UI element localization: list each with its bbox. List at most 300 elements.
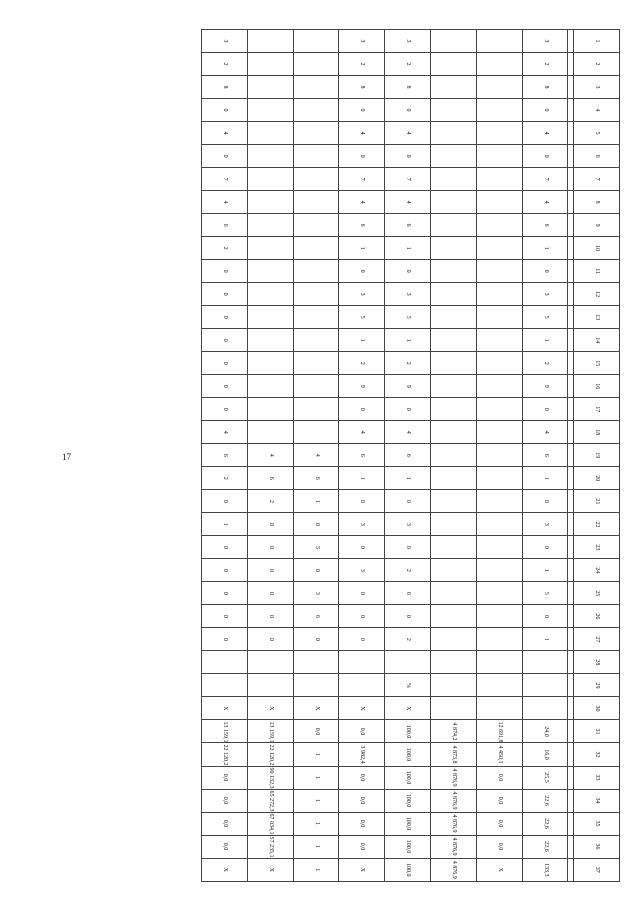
code-digit	[293, 76, 339, 99]
year-value-cell: 16,0	[522, 743, 568, 766]
code-digit: 2	[385, 53, 431, 76]
code-digit	[431, 168, 477, 191]
code-digit: 0	[522, 398, 568, 421]
code-digit	[476, 145, 522, 168]
year-value-cell	[568, 720, 574, 743]
column-number: 7	[574, 168, 620, 191]
code-digit	[247, 53, 293, 76]
code-digit: 0	[339, 398, 385, 421]
code-digit	[431, 352, 477, 375]
code-digit: 0	[339, 490, 385, 513]
code-digit	[431, 398, 477, 421]
code-digit	[568, 329, 574, 352]
year-value-cell: 22,6	[522, 789, 568, 812]
code-digit: 0	[522, 605, 568, 628]
code-digit	[476, 513, 522, 536]
indicator-name	[202, 651, 248, 674]
code-digit	[431, 306, 477, 329]
code-digit: 9	[385, 375, 431, 398]
code-digit	[293, 260, 339, 283]
code-digit: 8	[202, 76, 248, 99]
year-value-cell	[568, 789, 574, 812]
code-digit	[476, 536, 522, 559]
code-digit: 0	[202, 329, 248, 352]
code-digit	[476, 605, 522, 628]
code-digit	[431, 30, 477, 53]
indicator-name	[339, 651, 385, 674]
code-digit	[568, 122, 574, 145]
code-digit: 1	[522, 329, 568, 352]
code-digit: 4	[202, 421, 248, 444]
code-digit	[476, 444, 522, 467]
code-digit: 0	[385, 536, 431, 559]
code-digit: 4	[339, 421, 385, 444]
code-digit	[568, 306, 574, 329]
code-digit	[431, 467, 477, 490]
column-number: 5	[574, 122, 620, 145]
year-value-cell: 1	[293, 766, 339, 789]
code-digit: 0	[339, 536, 385, 559]
code-digit	[293, 421, 339, 444]
code-digit	[293, 145, 339, 168]
code-digit	[293, 191, 339, 214]
year-value-cell: 22,6	[522, 835, 568, 858]
column-number: 11	[574, 260, 620, 283]
code-digit: 1	[522, 237, 568, 260]
final-value-cell: X	[476, 858, 522, 881]
code-digit: 2	[202, 467, 248, 490]
year-value-cell: 0,0	[476, 835, 522, 858]
code-digit: 0	[385, 605, 431, 628]
year-value-cell: 4 876,9	[431, 766, 477, 789]
base-value-cell	[431, 697, 477, 720]
code-digit: 0	[339, 260, 385, 283]
code-digit	[431, 490, 477, 513]
code-digit	[247, 214, 293, 237]
unit-cell: %	[385, 674, 431, 697]
table-row	[568, 30, 574, 882]
code-digit	[568, 513, 574, 536]
code-digit	[431, 99, 477, 122]
code-digit: 4	[247, 444, 293, 467]
year-value-cell: 3 982,4	[339, 743, 385, 766]
code-digit: 6	[522, 214, 568, 237]
code-digit: 0	[339, 145, 385, 168]
year-value-cell: 4 874,2	[431, 720, 477, 743]
base-value-cell	[476, 697, 522, 720]
base-value-cell	[568, 697, 574, 720]
year-value-cell: 0,0	[476, 789, 522, 812]
code-digit: 0	[202, 398, 248, 421]
code-digit	[476, 490, 522, 513]
code-digit	[431, 53, 477, 76]
table-row	[202, 30, 248, 882]
base-value-cell: X	[339, 697, 385, 720]
code-digit	[568, 99, 574, 122]
column-number: 35	[574, 812, 620, 835]
year-value-cell: 0,0	[202, 812, 248, 835]
code-digit: 4	[293, 444, 339, 467]
code-digit: 3	[339, 559, 385, 582]
code-digit	[431, 559, 477, 582]
year-value-cell: 57 235,1	[247, 835, 293, 858]
code-digit: 3	[385, 283, 431, 306]
code-digit	[568, 168, 574, 191]
year-value-cell	[568, 743, 574, 766]
code-digit: 6	[385, 214, 431, 237]
code-digit: 0	[339, 582, 385, 605]
code-digit: 6	[202, 214, 248, 237]
indicator-name	[431, 651, 477, 674]
code-digit	[431, 283, 477, 306]
code-digit	[476, 76, 522, 99]
code-digit: 0	[522, 490, 568, 513]
year-value-cell: 100,0	[385, 835, 431, 858]
indicator-name	[476, 651, 522, 674]
code-digit: 9	[339, 375, 385, 398]
code-digit: 0	[202, 306, 248, 329]
code-digit: 0	[522, 536, 568, 559]
year-value-cell: 100,0	[385, 743, 431, 766]
code-digit: 5	[339, 306, 385, 329]
code-digit	[431, 145, 477, 168]
year-value-cell: 100,0	[385, 812, 431, 835]
code-digit: 1	[522, 628, 568, 651]
code-digit: 3	[202, 30, 248, 53]
column-number: 8	[574, 191, 620, 214]
code-digit	[476, 559, 522, 582]
code-digit	[476, 214, 522, 237]
code-digit	[247, 260, 293, 283]
year-value-cell: 4 873,8	[431, 743, 477, 766]
year-value-cell: 0,0	[339, 789, 385, 812]
table-row	[385, 30, 431, 882]
code-digit	[476, 306, 522, 329]
column-numbers-row	[574, 30, 620, 882]
year-value-cell: 0,0	[339, 835, 385, 858]
final-value-cell: 1	[293, 858, 339, 881]
code-digit: 6	[339, 444, 385, 467]
code-digit: 6	[293, 467, 339, 490]
code-digit	[293, 237, 339, 260]
code-digit	[568, 444, 574, 467]
year-value-cell: 100,0	[385, 789, 431, 812]
code-digit: 2	[522, 352, 568, 375]
base-value-cell	[522, 697, 568, 720]
final-value-cell: X	[339, 858, 385, 881]
code-digit	[293, 122, 339, 145]
year-value-cell: 13 159,1	[247, 720, 293, 743]
base-value-cell: X	[202, 697, 248, 720]
column-number: 10	[574, 237, 620, 260]
column-number: 2	[574, 53, 620, 76]
code-digit	[568, 536, 574, 559]
unit-cell	[293, 674, 339, 697]
table-row	[431, 30, 477, 882]
code-digit	[431, 76, 477, 99]
unit-cell	[339, 674, 385, 697]
year-value-cell	[568, 812, 574, 835]
indicator-name	[293, 651, 339, 674]
code-digit	[476, 329, 522, 352]
year-value-cell: 22 120,2	[247, 743, 293, 766]
code-digit: 1	[385, 329, 431, 352]
year-value-cell: 13 159,1	[202, 720, 248, 743]
code-digit	[476, 375, 522, 398]
code-digit: 4	[339, 122, 385, 145]
code-digit: 2	[247, 490, 293, 513]
code-digit	[293, 214, 339, 237]
code-digit: 8	[385, 76, 431, 99]
code-digit	[568, 352, 574, 375]
code-digit: 2	[202, 53, 248, 76]
code-digit: 7	[202, 168, 248, 191]
code-digit: 0	[202, 375, 248, 398]
code-digit: 1	[385, 467, 431, 490]
code-digit: 4	[202, 191, 248, 214]
year-value-cell: 67 034,1	[247, 812, 293, 835]
code-digit	[568, 582, 574, 605]
code-digit: 0	[522, 260, 568, 283]
year-value-cell: 4 876,9	[431, 789, 477, 812]
code-digit	[293, 375, 339, 398]
code-digit: 2	[339, 352, 385, 375]
code-digit: 7	[522, 168, 568, 191]
indicator-name	[522, 651, 568, 674]
table-row	[476, 30, 522, 882]
code-digit: 3	[293, 582, 339, 605]
code-digit: 0	[202, 99, 248, 122]
code-digit: 2	[339, 53, 385, 76]
table-row	[247, 30, 293, 882]
column-number: 37	[574, 858, 620, 881]
code-digit	[431, 375, 477, 398]
code-digit	[476, 168, 522, 191]
code-digit	[476, 582, 522, 605]
code-digit	[293, 99, 339, 122]
year-value-cell: 90 132,3	[247, 766, 293, 789]
code-digit	[568, 559, 574, 582]
column-number: 1	[574, 30, 620, 53]
code-digit	[568, 214, 574, 237]
code-digit: 7	[339, 168, 385, 191]
code-digit: 0	[202, 283, 248, 306]
column-number: 31	[574, 720, 620, 743]
year-value-cell: 0,0	[202, 766, 248, 789]
year-value-cell: 4 876,9	[431, 812, 477, 835]
code-digit	[476, 398, 522, 421]
code-digit	[568, 283, 574, 306]
code-digit	[293, 168, 339, 191]
code-digit	[568, 76, 574, 99]
code-digit	[431, 582, 477, 605]
code-digit: 1	[293, 490, 339, 513]
table-row	[293, 30, 339, 882]
code-digit: 3	[385, 513, 431, 536]
code-digit: 1	[522, 559, 568, 582]
year-value-cell: 1	[293, 789, 339, 812]
code-digit: 3	[385, 30, 431, 53]
code-digit	[476, 99, 522, 122]
code-digit	[431, 444, 477, 467]
code-digit	[293, 283, 339, 306]
column-number: 29	[574, 674, 620, 697]
code-digit: 5	[522, 306, 568, 329]
code-digit	[476, 122, 522, 145]
code-digit: 0	[522, 99, 568, 122]
code-digit	[247, 122, 293, 145]
code-digit: 0	[247, 536, 293, 559]
code-digit: 2	[202, 237, 248, 260]
code-digit	[476, 283, 522, 306]
code-digit: 0	[202, 260, 248, 283]
code-digit: 2	[385, 352, 431, 375]
year-value-cell: 0,0	[202, 789, 248, 812]
year-value-cell	[568, 835, 574, 858]
code-digit: 2	[522, 53, 568, 76]
code-digit	[247, 375, 293, 398]
code-digit: 6	[385, 582, 431, 605]
code-digit	[293, 30, 339, 53]
unit-cell	[522, 674, 568, 697]
code-digit: 0	[339, 628, 385, 651]
unit-cell	[247, 674, 293, 697]
code-digit: 4	[202, 122, 248, 145]
final-value-cell: 133,3	[522, 858, 568, 881]
code-digit	[568, 628, 574, 651]
code-digit: 4	[339, 191, 385, 214]
code-digit	[431, 122, 477, 145]
column-number: 6	[574, 145, 620, 168]
year-value-cell: 1	[293, 812, 339, 835]
indicator-name	[247, 651, 293, 674]
code-digit: 0	[293, 628, 339, 651]
code-digit: 6	[385, 444, 431, 467]
table-row	[339, 30, 385, 882]
year-value-cell: 0,0	[339, 766, 385, 789]
code-digit	[568, 398, 574, 421]
code-digit: 4	[385, 191, 431, 214]
code-digit	[568, 53, 574, 76]
year-value-cell: 1	[293, 743, 339, 766]
code-digit: 0	[385, 99, 431, 122]
column-number: 18	[574, 421, 620, 444]
code-digit: 0	[247, 628, 293, 651]
code-digit	[431, 191, 477, 214]
code-digit	[293, 398, 339, 421]
base-value-cell: X	[293, 697, 339, 720]
code-digit	[568, 191, 574, 214]
column-number: 14	[574, 329, 620, 352]
code-digit: 3	[339, 30, 385, 53]
code-digit: 2	[385, 628, 431, 651]
code-digit	[293, 53, 339, 76]
column-number: 4	[574, 99, 620, 122]
code-digit	[431, 628, 477, 651]
column-number: 36	[574, 835, 620, 858]
code-digit	[293, 329, 339, 352]
code-digit	[568, 237, 574, 260]
code-digit	[431, 513, 477, 536]
unit-cell	[568, 674, 574, 697]
code-digit: 5	[522, 582, 568, 605]
year-value-cell: 1	[293, 835, 339, 858]
year-value-cell: 0,0	[476, 766, 522, 789]
code-digit	[247, 30, 293, 53]
code-digit: 1	[202, 513, 248, 536]
code-digit: 0	[202, 352, 248, 375]
code-digit	[568, 145, 574, 168]
code-digit	[247, 283, 293, 306]
code-digit: 3	[339, 513, 385, 536]
code-digit: 0	[522, 145, 568, 168]
code-digit: 0	[247, 559, 293, 582]
code-digit: 1	[522, 467, 568, 490]
code-digit	[568, 467, 574, 490]
column-number: 28	[574, 651, 620, 674]
column-number: 22	[574, 513, 620, 536]
year-value-cell: 0,0	[339, 720, 385, 743]
code-digit: 6	[522, 444, 568, 467]
year-value-cell: 65 272,3	[247, 789, 293, 812]
code-digit: 0	[247, 605, 293, 628]
year-value-cell: 22,6	[522, 812, 568, 835]
code-digit	[568, 605, 574, 628]
code-digit	[247, 421, 293, 444]
code-digit	[476, 628, 522, 651]
code-digit	[293, 306, 339, 329]
column-number: 23	[574, 536, 620, 559]
code-digit: 5	[385, 306, 431, 329]
code-digit: 1	[339, 467, 385, 490]
column-number: 17	[574, 398, 620, 421]
base-value-cell: X	[247, 697, 293, 720]
code-digit: 3	[522, 30, 568, 53]
code-digit: 6	[202, 444, 248, 467]
column-number: 12	[574, 283, 620, 306]
code-digit: 0	[202, 605, 248, 628]
code-digit: 0	[385, 260, 431, 283]
code-digit: 1	[339, 237, 385, 260]
code-digit	[247, 191, 293, 214]
column-number: 16	[574, 375, 620, 398]
code-digit: 6	[339, 214, 385, 237]
code-digit: 3	[293, 536, 339, 559]
code-digit	[476, 352, 522, 375]
code-digit: 3	[339, 283, 385, 306]
indicator-name	[568, 651, 574, 674]
code-digit	[247, 306, 293, 329]
table-row	[522, 30, 568, 882]
column-number: 26	[574, 605, 620, 628]
code-digit: 0	[339, 605, 385, 628]
final-value-cell: X	[247, 858, 293, 881]
year-value-cell: 12 691,8	[476, 720, 522, 743]
column-number: 27	[574, 628, 620, 651]
year-value-cell: 24,0	[522, 720, 568, 743]
column-number: 9	[574, 214, 620, 237]
code-digit: 0	[202, 536, 248, 559]
year-value-cell: 4 450,1	[476, 743, 522, 766]
code-digit: 0	[202, 582, 248, 605]
code-digit: 9	[522, 375, 568, 398]
column-number: 30	[574, 697, 620, 720]
code-digit: 0	[339, 99, 385, 122]
code-digit	[431, 605, 477, 628]
code-digit	[247, 145, 293, 168]
column-number: 3	[574, 76, 620, 99]
year-value-cell	[568, 766, 574, 789]
